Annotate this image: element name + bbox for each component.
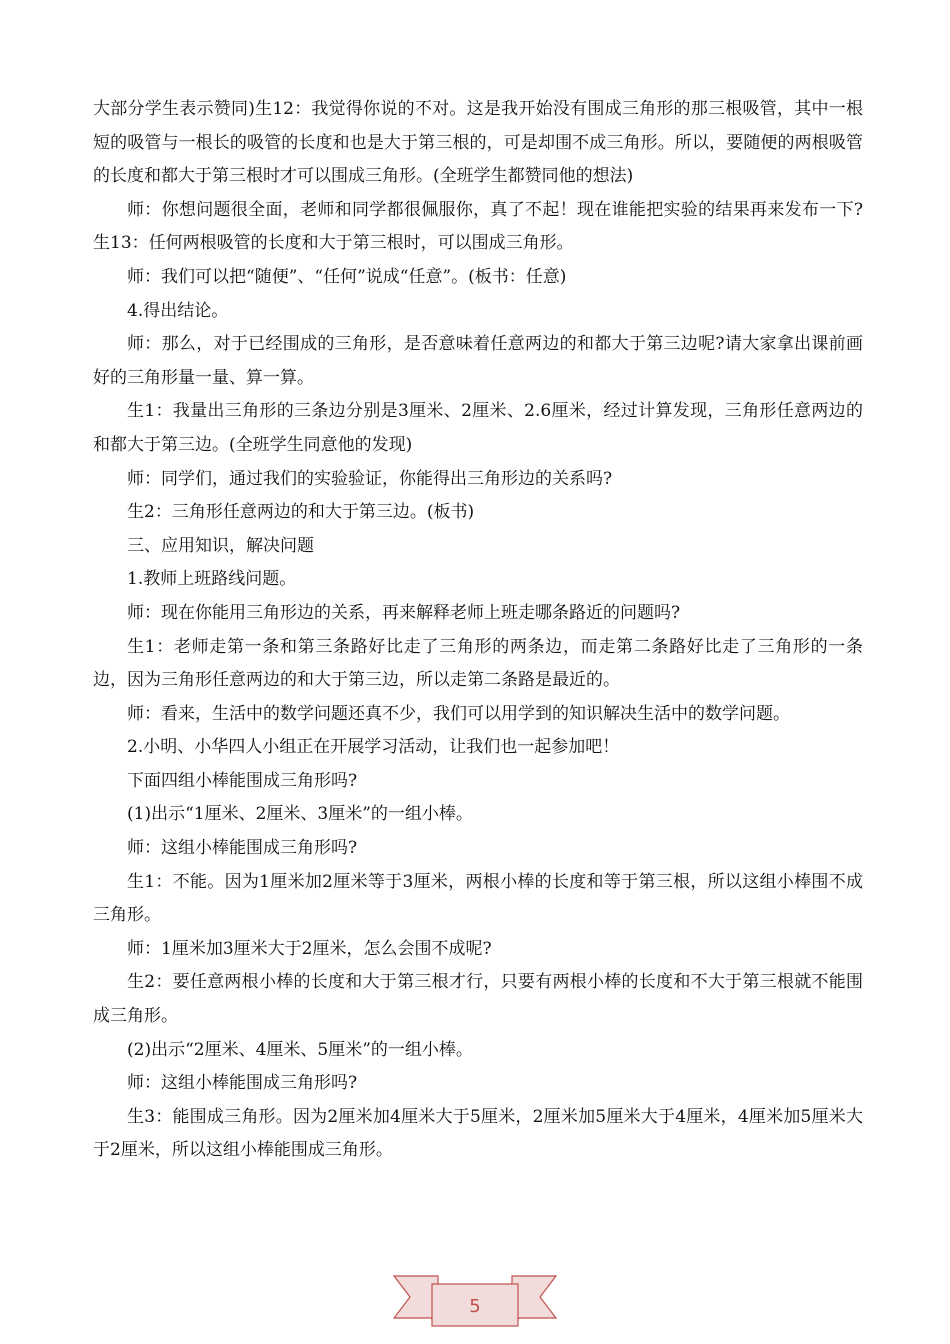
paragraph: 生2：要任意两根小棒的长度和大于第三根才行，只要有两根小棒的长度和不大于第三根就不能围成三角形。 xyxy=(93,972,863,1027)
paragraph: 生1：不能。因为1厘米加2厘米等于3厘米，两根小棒的长度和等于第三根，所以这组小棒围不成三角形。 xyxy=(93,871,863,926)
paragraph: 师：现在你能用三角形边的关系，再来解释老师上班走哪条路近的问题吗? xyxy=(127,602,681,623)
paragraph: 师：那么，对于已经围成的三角形，是否意味着任意两边的和都大于第三边呢?请大家拿出课前画好的三角形量一量、算一算。 xyxy=(93,334,863,388)
paragraph: 师：这组小棒能围成三角形吗? xyxy=(127,838,358,859)
paragraph: 师：这组小棒能围成三角形吗? xyxy=(127,1073,358,1094)
paragraph: (2)出示“2厘米、4厘米、5厘米”的一组小棒。 xyxy=(127,1039,473,1060)
paragraph: 大部分学生表示赞同)生12：我觉得你说的不对。这是我开始没有围成三角形的那三根吸管，其中一根短的吸管与一根长的吸管的长度和也是大于第三根的，可是却围不成三角形。所以，要随便的两根吸管的长度和都大于第三根时才可以围成三角形。(全班学生都赞同他的想法) xyxy=(93,99,863,187)
paragraph: 下面四组小棒能围成三角形吗? xyxy=(127,770,358,791)
paragraph: (1)出示“1厘米、2厘米、3厘米”的一组小棒。 xyxy=(127,804,473,825)
paragraph: 师：我们可以把“随便”、“任何”说成“任意”。(板书：任意) xyxy=(127,266,567,287)
paragraph: 生1：我量出三角形的三条边分别是3厘米、2厘米、2.6厘米，经过计算发现，三角形任意两边的和都大于第三边。(全班学生同意他的发现) xyxy=(93,401,863,455)
paragraph: 师：你想问题很全面，老师和同学都很佩服你，真了不起！现在谁能把实验的结果再来发布一下?生13：任何两根吸管的长度和大于第三根时，可以围成三角形。 xyxy=(93,199,863,254)
paragraph: 三、应用知识，解决问题 xyxy=(127,535,314,556)
paragraph: 师：1厘米加3厘米大于2厘米，怎么会围不成呢? xyxy=(127,938,492,959)
paragraph: 生3：能围成三角形。因为2厘米加4厘米大于5厘米，2厘米加5厘米大于4厘米，4厘米加5厘米大于2厘米，所以这组小棒能围成三角形。 xyxy=(93,1106,863,1161)
page-number: 5 xyxy=(469,1296,481,1317)
paragraph: 生2：三角形任意两边的和大于第三边。(板书) xyxy=(127,502,475,523)
document-body xyxy=(93,93,863,1168)
paragraph: 2.小明、小华四人小组正在开展学习活动，让我们也一起参加吧！ xyxy=(127,737,620,758)
paragraph: 1.教师上班路线问题。 xyxy=(127,569,297,590)
paragraph: 4.得出结论。 xyxy=(127,300,229,321)
page-footer xyxy=(0,1268,950,1344)
paragraph: 生1：老师走第一条和第三条路好比走了三角形的两条边，而走第二条路好比走了三角形的一条边，因为三角形任意两边的和大于第三边，所以走第二条路是最近的。 xyxy=(93,636,863,691)
paragraph: 师：看来，生活中的数学问题还真不少，我们可以用学到的知识解决生活中的数学问题。 xyxy=(127,703,790,724)
paragraph: 师：同学们，通过我们的实验验证，你能得出三角形边的关系吗? xyxy=(127,468,613,489)
